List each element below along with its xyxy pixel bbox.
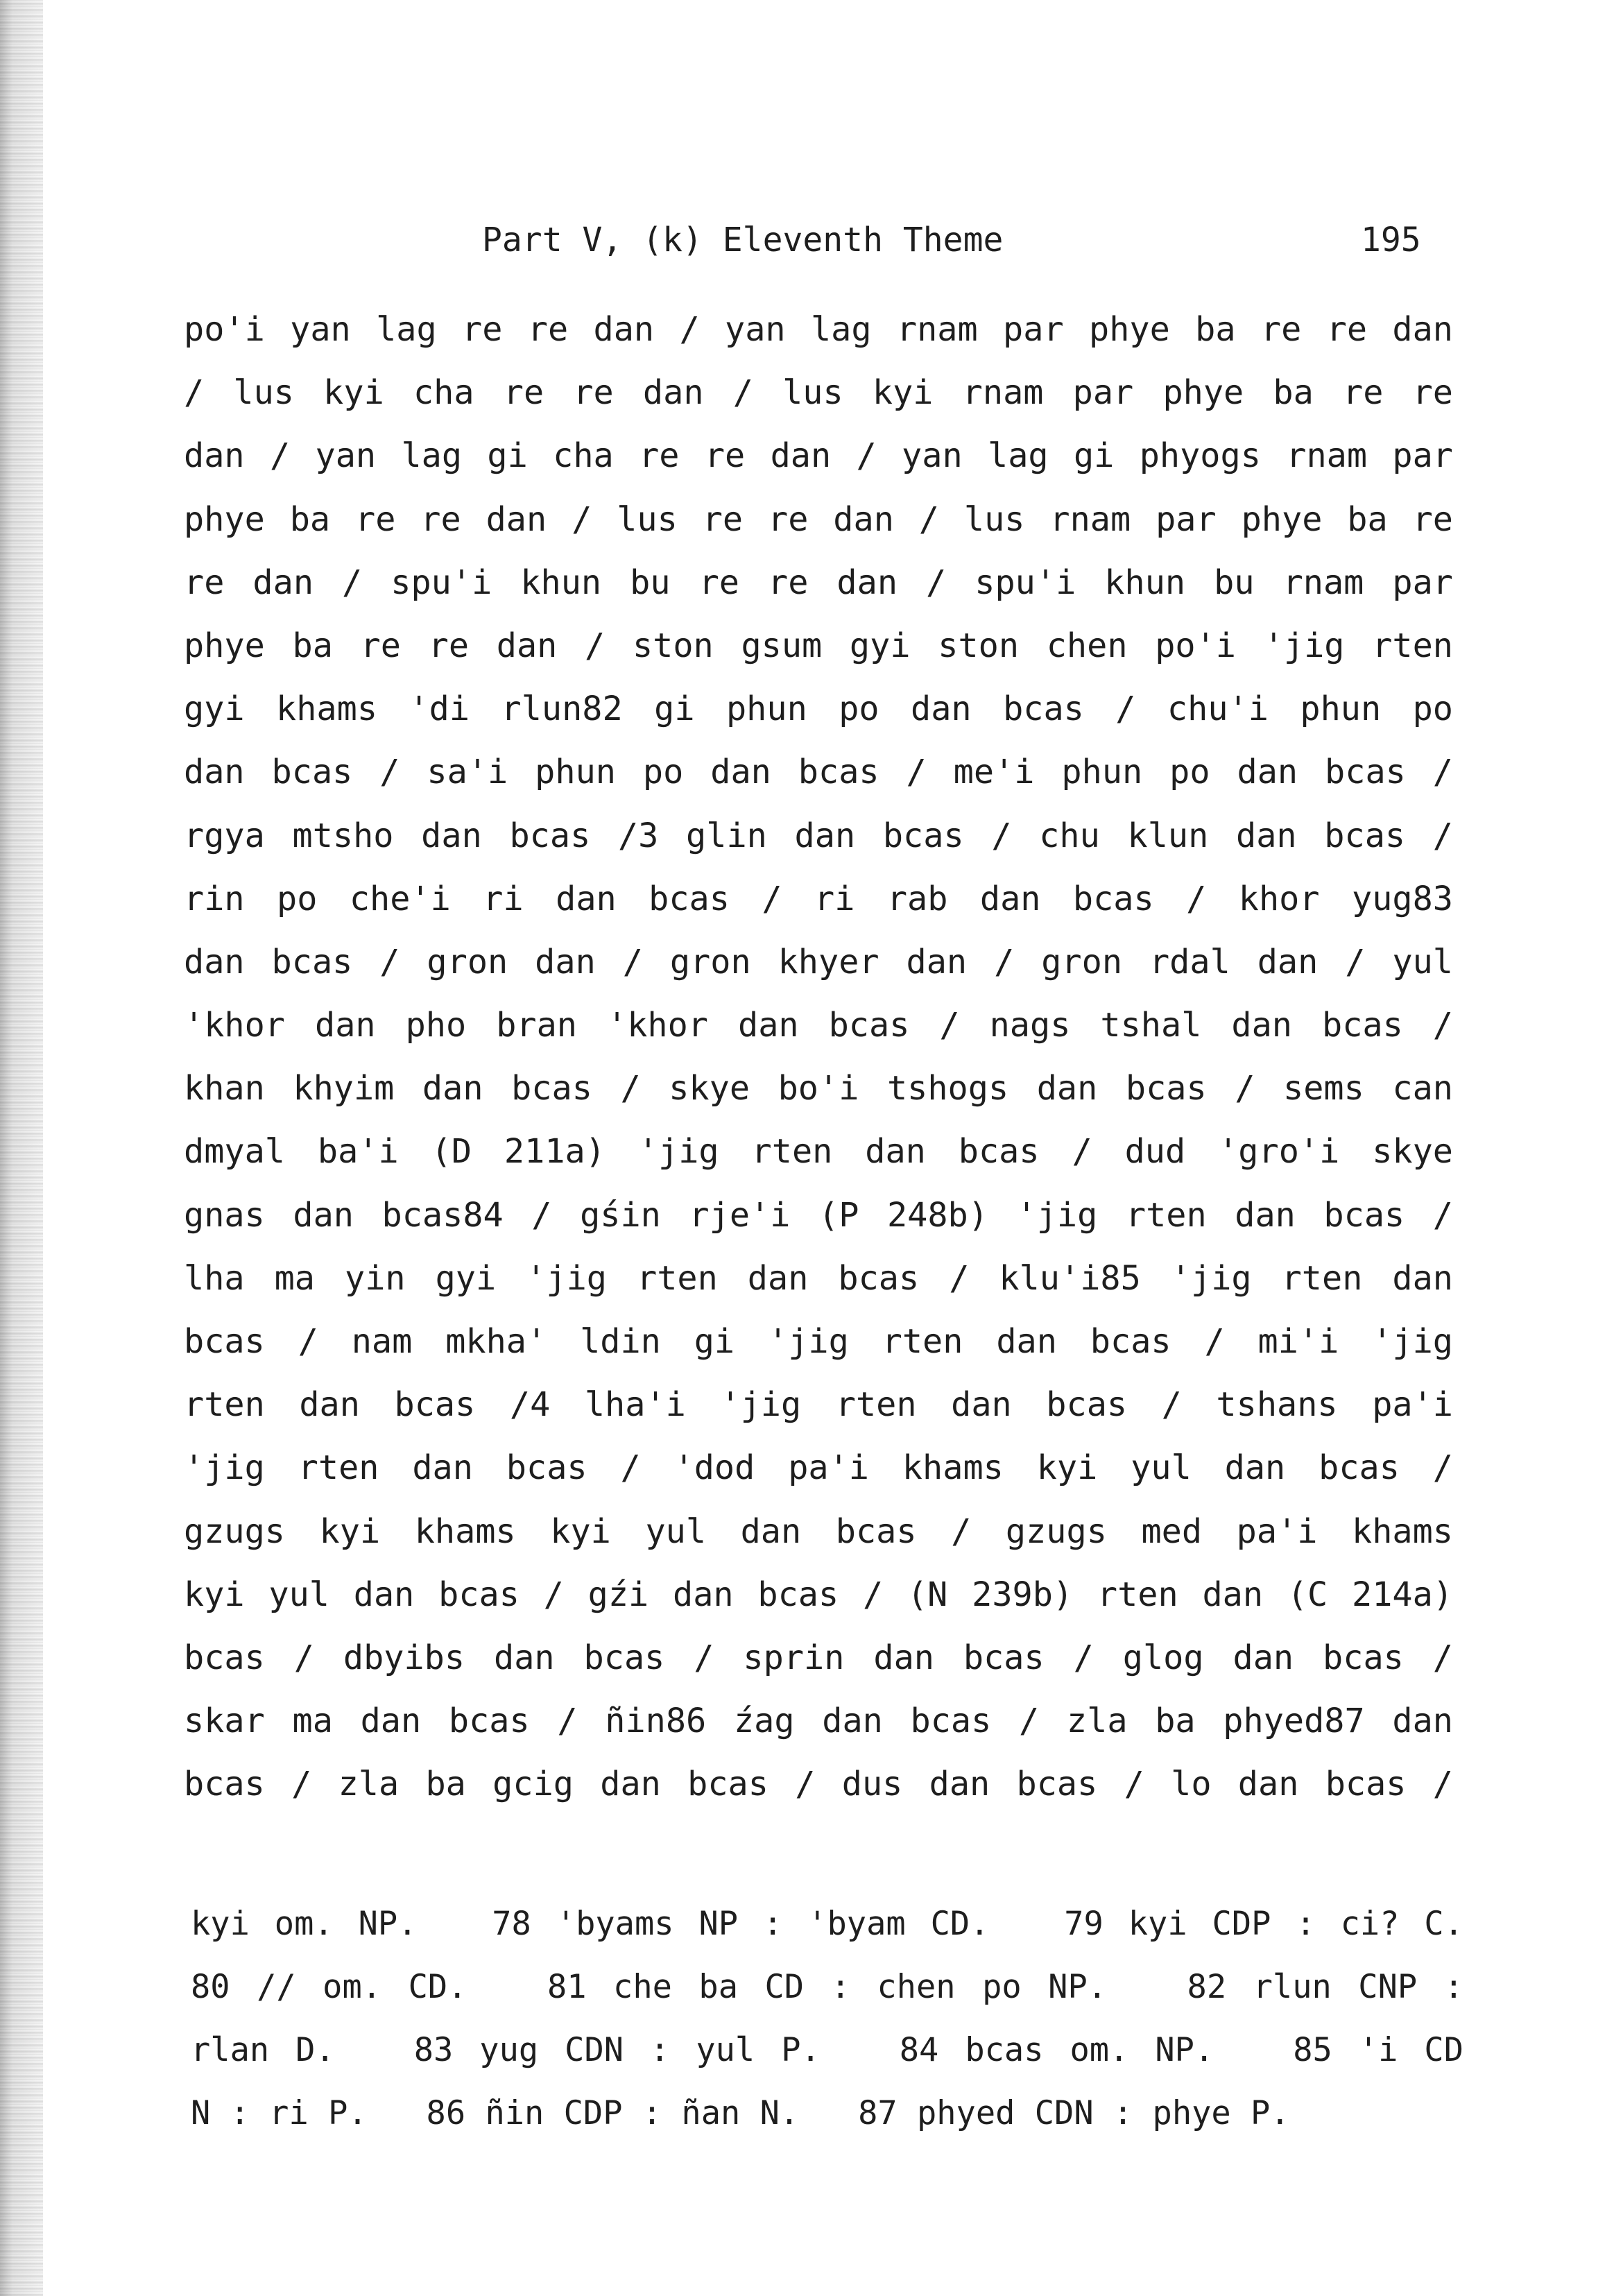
text-line: 'jig rten dan bcas / 'dod pa'i khams kyi yul dan bcas /: [184, 1448, 1453, 1488]
footnote-line: N : ri P. 86 ñin CDP : ñan N. 87 phyed CDN : phye P.: [191, 2094, 1290, 2132]
text-line: / lus kyi cha re re dan / lus kyi rnam par phye ba re re: [184, 373, 1453, 413]
text-line: dmyal ba'i (D 211a) 'jig rten dan bcas / dud 'gro'i skye: [184, 1132, 1453, 1172]
running-header: [0, 221, 1623, 262]
text-line: dan bcas / gron dan / gron khyer dan / gron rdal dan / yul: [184, 942, 1453, 982]
text-line: rgya mtsho dan bcas /3 glin dan bcas / chu klun dan bcas /: [184, 816, 1453, 855]
scanned-page-edge: [0, 0, 43, 2296]
main-text: [184, 298, 1453, 1817]
text-line: bcas / dbyibs dan bcas / sprin dan bcas / glog dan bcas /: [184, 1638, 1453, 1677]
footnote-line: 80 // om. CD. 81 che ba CD : chen po NP. 82 rlun CNP :: [191, 1968, 1463, 2006]
text-line: rin po che'i ri dan bcas / ri rab dan bcas / khor yug83: [184, 879, 1453, 918]
text-line: gnas dan bcas84 / gśin rje'i (P 248b) 'jig rten dan bcas /: [184, 1195, 1453, 1235]
text-line: gzugs kyi khams kyi yul dan bcas / gzugs med pa'i khams: [184, 1511, 1453, 1551]
text-line: lha ma yin gyi 'jig rten dan bcas / klu'i85 'jig rten dan: [184, 1258, 1453, 1298]
page-number: 195: [1361, 221, 1421, 259]
text-line: phye ba re re dan / lus re re dan / lus rnam par phye ba re: [184, 499, 1453, 539]
footnote-line: kyi om. NP. 78 'byams NP : 'byam CD. 79 kyi CDP : ci? C.: [191, 1905, 1463, 1943]
text-line: phye ba re re dan / ston gsum gyi ston chen po'i 'jig rten: [184, 626, 1453, 665]
text-line: 'khor dan pho bran 'khor dan bcas / nags tshal dan bcas /: [184, 1006, 1453, 1045]
header-title: Part V, (k) Eleventh Theme: [482, 221, 1004, 259]
text-line: rten dan bcas /4 lha'i 'jig rten dan bcas / tshans pa'i: [184, 1385, 1453, 1425]
text-line: dan / yan lag gi cha re re dan / yan lag gi phyogs rnam par: [184, 436, 1453, 476]
text-line: skar ma dan bcas / ñin86 źag dan bcas / zla ba phyed87 dan: [184, 1702, 1453, 1741]
text-line: po'i yan lag re re dan / yan lag rnam par phye ba re re dan: [184, 310, 1453, 349]
footnote-line: rlan D. 83 yug CDN : yul P. 84 bcas om. NP. 85 'i CD: [191, 2031, 1463, 2069]
text-line: dan bcas / sa'i phun po dan bcas / me'i phun po dan bcas /: [184, 753, 1453, 792]
text-line: gyi khams 'di rlun82 gi phun po dan bcas / chu'i phun po: [184, 689, 1453, 729]
text-line: bcas / nam mkha' ldin gi 'jig rten dan bcas / mi'i 'jig: [184, 1322, 1453, 1361]
text-line: re dan / spu'i khun bu re re dan / spu'i khun bu rnam par: [184, 563, 1453, 602]
text-line: bcas / zla ba gcig dan bcas / dus dan bcas / lo dan bcas /: [184, 1765, 1453, 1804]
footnotes: [191, 1892, 1463, 2145]
text-line: khan khyim dan bcas / skye bo'i tshogs dan bcas / sems can: [184, 1069, 1453, 1108]
text-line: kyi yul dan bcas / gźi dan bcas / (N 239b) rten dan (C 214a): [184, 1575, 1453, 1614]
